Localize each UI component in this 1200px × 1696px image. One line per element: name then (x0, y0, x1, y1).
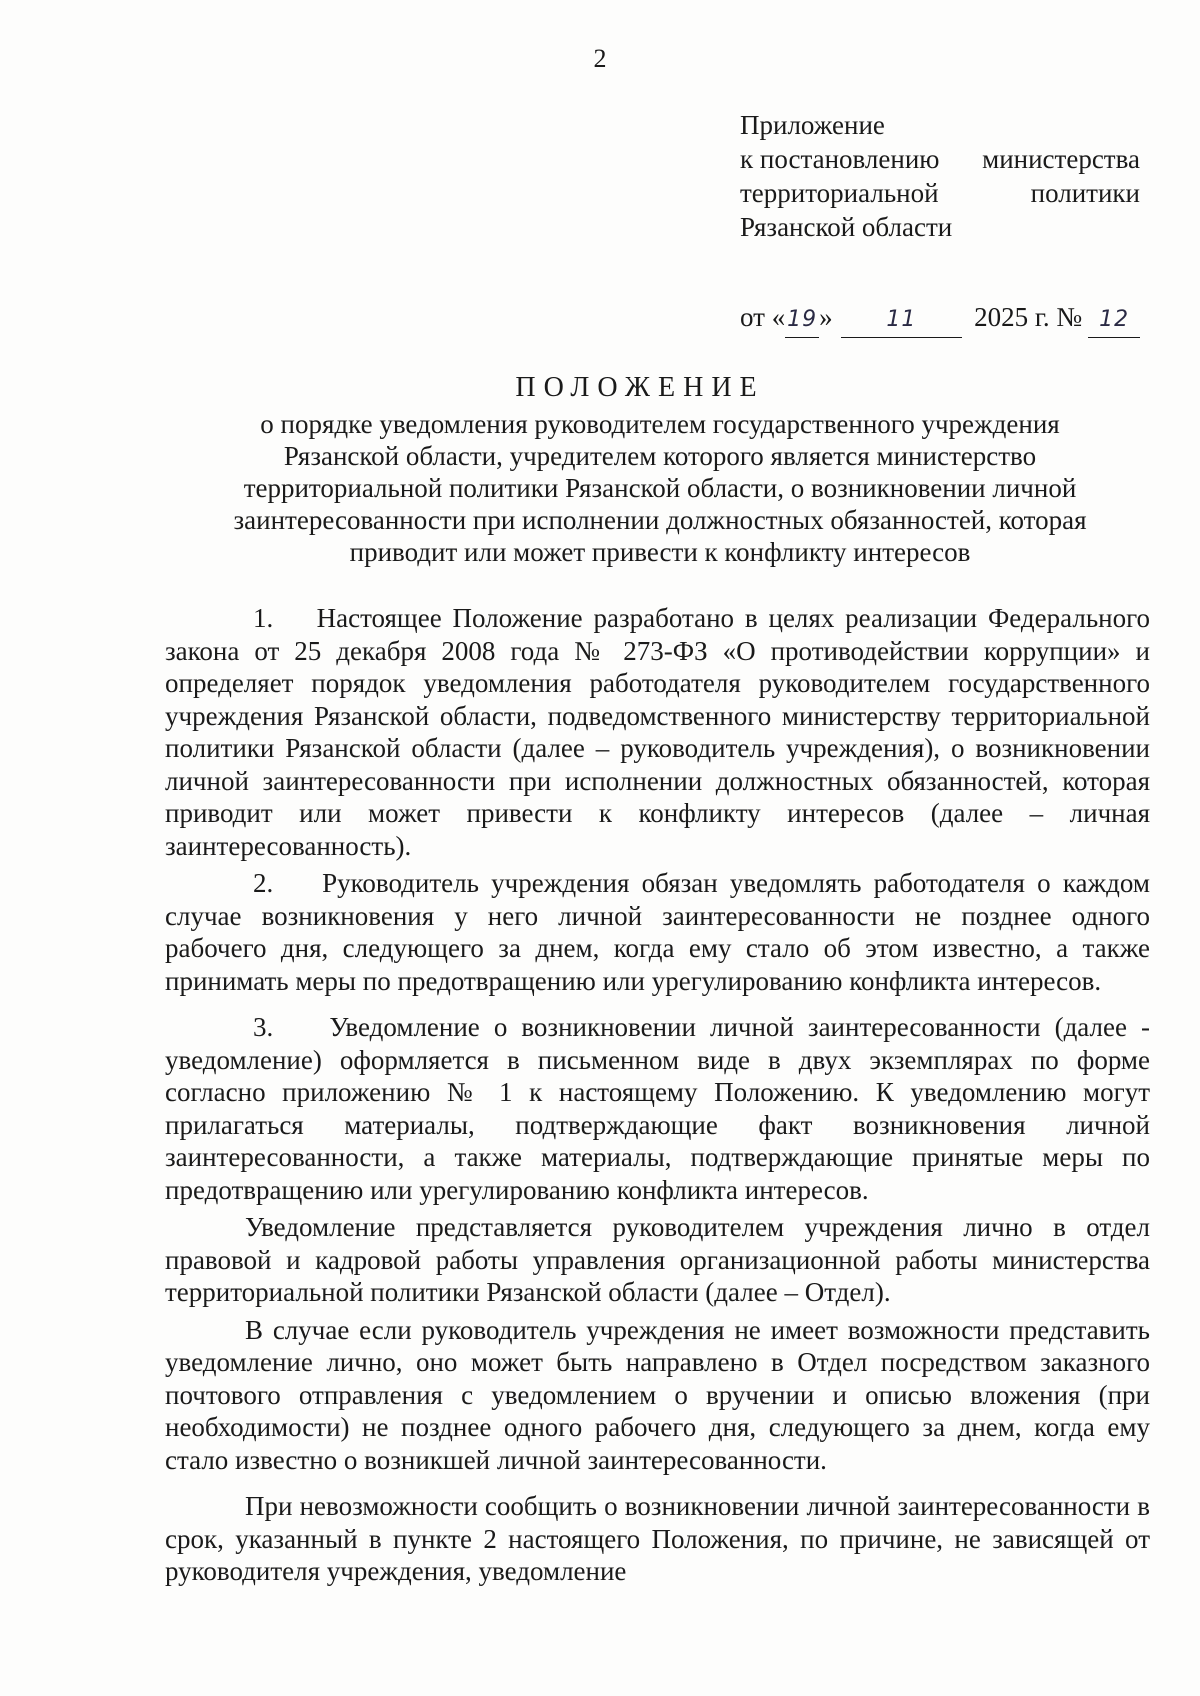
approval-line-2 (740, 142, 1140, 176)
approval-line-3-right: политики (1030, 178, 1140, 208)
paragraph-2: 2. Руководитель учреждения обязан уведомлять работодателя о каждом случае возникновения у него личной заинтересованности не позднее одного рабочего дня, следующего за днем, когда ему стало об этом известно, а также принимать меры по предотвращению или урегулированию конфликта интересов. (165, 868, 1150, 996)
document-body (165, 602, 1150, 1588)
paragraph-1: 1. Настоящее Положение разработано в целях реализации Федерального закона от 25 декабря 2008 года № 273-ФЗ «О противодействии коррупции» и определяет порядок уведомления работодателя руководителем государственного учреждения Рязанской области, подведомственного министерству территориальной политики Рязанской области (далее – руководитель учреждения), о возникновении личной заинтересованности при исполнении должностных обязанностей, которая приводит или может привести к конфликту интересов (далее – личная заинтересованность). (165, 603, 1150, 861)
approval-line-1: Приложение (740, 110, 885, 140)
date-prefix: от « (740, 302, 786, 332)
approval-date-line (740, 300, 1140, 338)
paragraph-3-impossibility: При невозможности сообщить о возникновении личной заинтересованности в срок, указанный в пункте 2 настоящего Положения, по причине, не зависящей от руководителя учреждения, уведомление (165, 1491, 1150, 1586)
approval-line-2-left: к постановлению (740, 144, 940, 174)
paragraph-3: 3. Уведомление о возникновении личной заинтересованности (далее - уведомление) оформляется в письменном виде в двух экземплярах по форме согласно приложению № 1 к настоящему Положению. К уведомлению могут прилагаться материалы, подтверждающие факт возникновения личной заинтересованности, а также материалы, подтверждающие принятые меры по предотвращению или урегулированию конфликта интересов. (165, 1012, 1150, 1205)
document-number-handwritten: 12 (1088, 303, 1140, 338)
approval-line-3 (740, 176, 1140, 210)
approval-line-4: Рязанской области (740, 212, 953, 242)
paragraph-3-submission: Уведомление представляется руководителем учреждения лично в отдел правовой и кадровой работы управления организационной работы министерства территориальной политики Рязанской области (далее – Отдел). (165, 1212, 1150, 1307)
date-year: 2025 г. № (974, 302, 1083, 332)
document-title: ПОЛОЖЕНИЕ (515, 372, 765, 403)
approval-line-3-left: территориальной (740, 178, 939, 208)
date-mid: » (819, 302, 833, 332)
page-number: 2 (593, 44, 607, 73)
date-month-handwritten: 11 (841, 303, 963, 338)
document-subtitle: о порядке уведомления руководителем государственного учреждения Рязанской области, учредителем которого является министерство территориальной политики Рязанской области, о возникновении личной заинтересованности при исполнении должностных обязанностей, которая приводит или может привести к конфликту интересов (233, 409, 1087, 567)
approval-block (740, 108, 1140, 338)
approval-line-2-right: министерства (982, 144, 1140, 174)
paragraph-3-mail: В случае если руководитель учреждения не имеет возможности представить уведомление лично, оно может быть направлено в Отдел посредством заказного почтового отправления с уведомлением о вручении и описью вложения (при необходимости) не позднее одного рабочего дня, следующего за днем, когда ему стало известно о возникшей личной заинтересованности. (165, 1314, 1150, 1475)
date-day-handwritten: 19 (785, 303, 819, 338)
